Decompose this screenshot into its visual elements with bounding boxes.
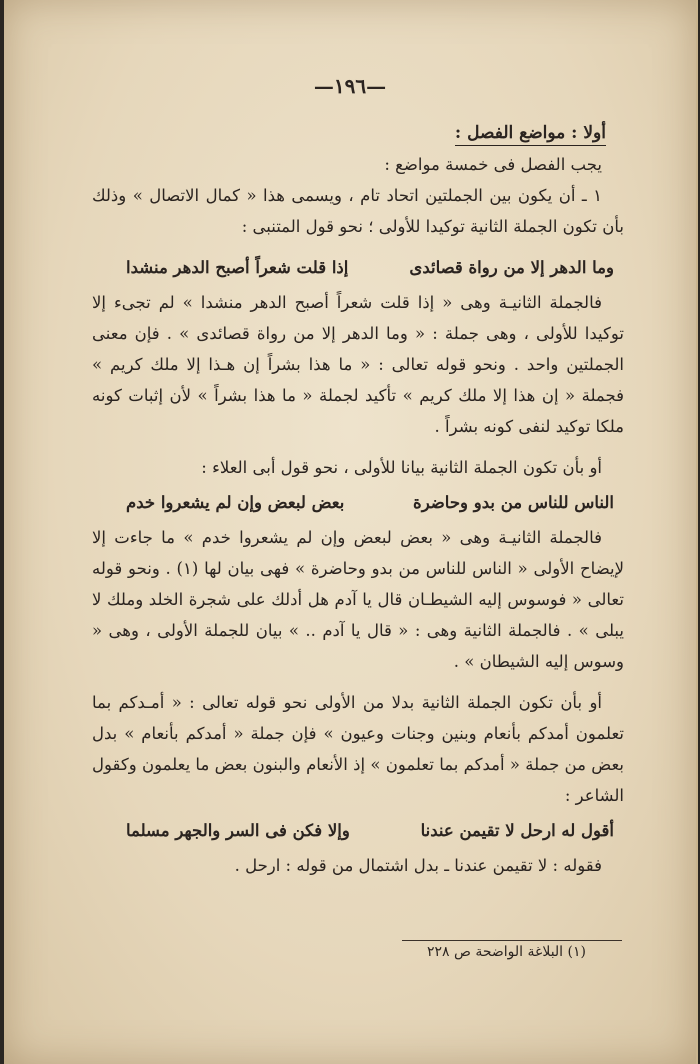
verse-2 bbox=[126, 487, 614, 518]
verse-2-second-hemistich: بعض لبعض وإن لم يشعروا خدم bbox=[126, 493, 345, 512]
book-page bbox=[4, 0, 698, 1064]
verse-3-first-hemistich: أقول له ارحل لا تقيمن عندنا bbox=[420, 821, 614, 840]
intro-line: يجب الفصل فى خمسة مواضع : bbox=[384, 155, 602, 174]
page-number: —١٩٦— bbox=[313, 74, 387, 98]
verse-1-first-hemistich: وما الدهر إلا من رواة قصائدى bbox=[409, 258, 614, 277]
paragraph-6: فقوله : لا تقيمن عندنا ـ بدل اشتمال من قوله : ارحل . bbox=[234, 856, 602, 875]
verse-2-first-hemistich: الناس للناس من بدو وحاضرة bbox=[413, 493, 614, 512]
verse-3-second-hemistich: وإلا فكن فى السر والجهر مسلما bbox=[126, 821, 350, 840]
verse-3 bbox=[126, 815, 614, 846]
page-body bbox=[92, 118, 624, 881]
paragraph-1: ١ ـ أن يكون بين الجملتين اتحاد تام ، ويسمى هذا « كمال الاتصال » وذلك بأن تكون الجملة الثانية توكيدا للأولى ؛ نحو قول المتنبى : bbox=[92, 186, 624, 236]
paragraph-3: أو بأن تكون الجملة الثانية بيانا للأولى ، نحو قول أبى العلاء : bbox=[201, 458, 602, 477]
footnote: (١) البلاغة الواضحة ص ٢٢٨ bbox=[426, 944, 586, 960]
paragraph-5: أو بأن تكون الجملة الثانية بدلا من الأولى نحو قوله تعالى : « أمـدكم بما تعلمون أمدكم بأنعام وبنين وجنات وعيون » فإن جملة « أمدكم بأنعام » بدل بعض من جملة « أمدكم بما تعلمون » إذ الأنعام والبنون بعض ما يعلمون وكقول الشاعر : bbox=[92, 693, 624, 805]
footnote-divider bbox=[402, 940, 622, 941]
paragraph-4: فالجملة الثانيـة وهى « بعض لبعض وإن لم يشعروا خدم » ما جاءت إلا لإيضاح الأولى « الناس للناس من بدو وحاضرة » فهى بيان لها (١) . ونحو قوله تعالى « فوسوس إليه الشيطـان قال يا آدم هل أدلك على شجرة الخلد وملك لا يبلى » . فالجملة الثانية وهى : « قال يا آدم .. » بيان للجملة الأولى ، وهى « وسوس إليه الشيطان » . bbox=[92, 528, 625, 671]
paragraph-2: فالجملة الثانيـة وهى « إذا قلت شعراً أصبح الدهر منشدا » لم تجىء إلا توكيدا للأولى ، وهى جملة : « وما الدهر إلا من رواة قصائدى » . فإن معنى الجملتين واحد . ونحو قوله تعالى : « ما هذا بشراً إن هـذا إلا ملك كريم » فجملة « إن هذا إلا ملك كريم » تأكيد لجملة « ما هذا بشراً » لأن إثبات كونه ملكا توكيد لنفى كونه بشراً . bbox=[92, 293, 624, 436]
section-heading: أولا : مواضع الفصل : bbox=[92, 118, 606, 149]
verse-1-second-hemistich: إذا قلت شعراً أصبح الدهر منشدا bbox=[126, 258, 349, 277]
verse-1 bbox=[126, 252, 614, 283]
